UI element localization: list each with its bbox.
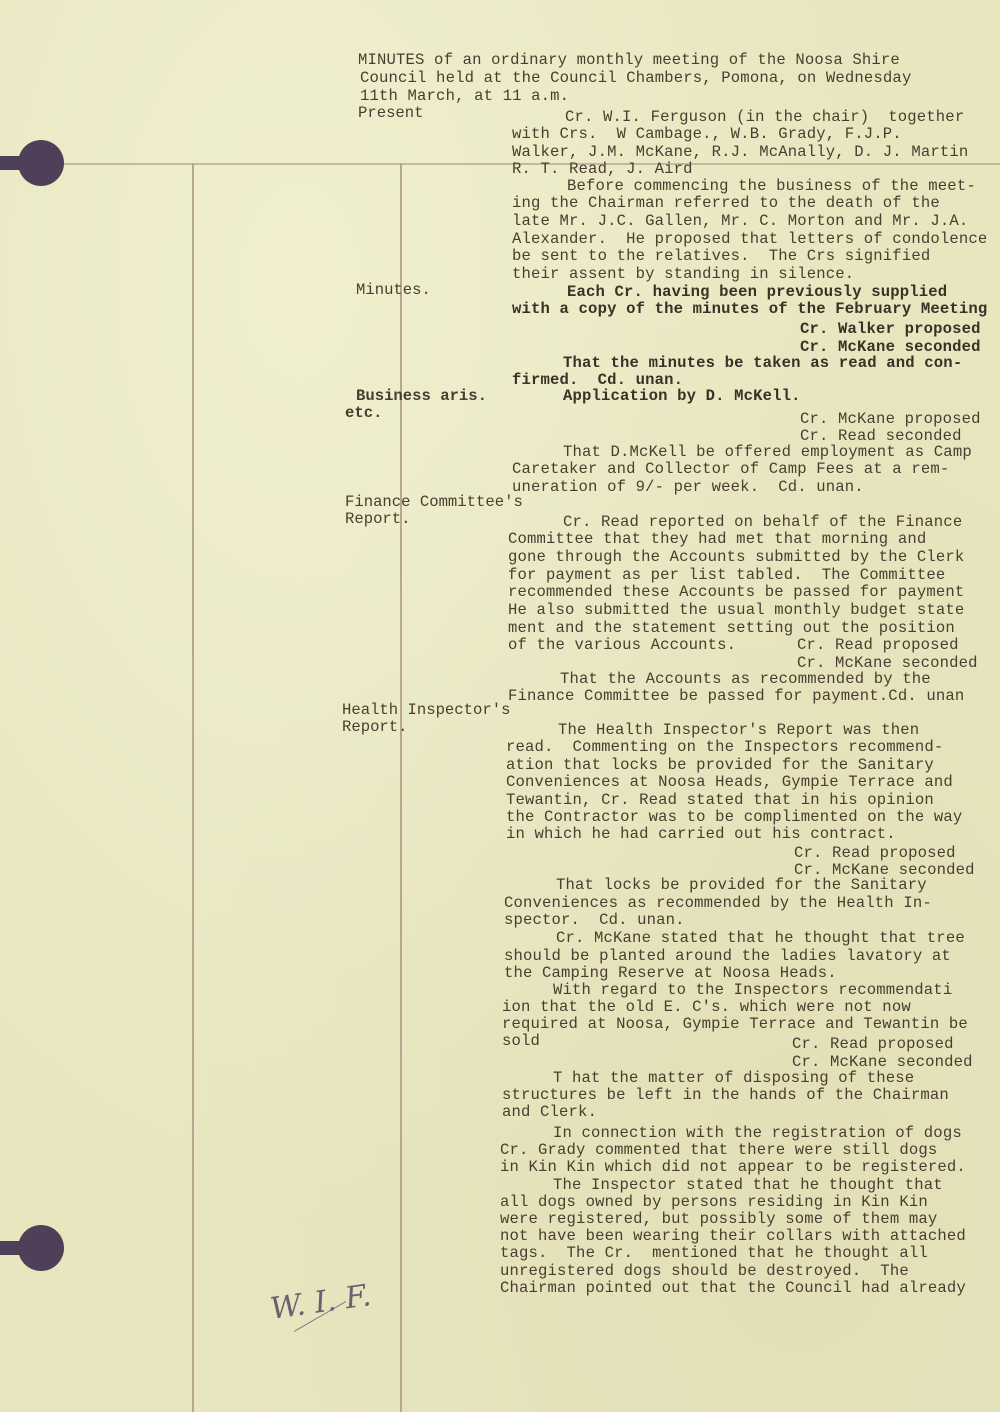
health-line: should be planted around the ladies lavatory at [504,947,951,965]
health-line: Tewantin, Cr. Read stated that in his opinion [506,791,934,809]
minutes-line: Each Cr. having been previously supplied [567,283,948,301]
finance-line: gone through the Accounts submitted by the Clerk [508,548,965,566]
margin-label-minutes: Minutes. [356,281,431,299]
health-line: The Health Inspector's Report was then [558,721,920,739]
condolence-line: Before commencing the business of the meet- [567,177,976,195]
resolution-line: uneration of 9/- per week. Cd. unan. [512,478,864,496]
finance-line: Committee that they had met that morning and [508,530,927,548]
finance-line: ment and the statement setting out the position [508,619,955,637]
business-line: Application by D. McKell. [563,387,801,405]
health-line: sold [502,1032,541,1050]
finance-line: He also submitted the usual monthly budget state [508,601,965,619]
minutes-line: with a copy of the minutes of the February Meeting [512,300,988,318]
health-line: With regard to the Inspectors recommendati [553,981,953,999]
punch-hole-bottom [18,1225,64,1271]
health-line: ation that locks be provided for the Sanitary [506,756,934,774]
health-line: in which he had carried out his contract. [506,825,896,843]
health-line: Cr. Grady commented that there were still dogs [500,1141,938,1159]
condolence-line: ing the Chairman referred to the death of the [512,194,940,212]
health-line: In connection with the registration of dogs [553,1124,962,1142]
health-line: the Camping Reserve at Noosa Heads. [504,964,837,982]
health-line: unregistered dogs should be destroyed. The [500,1262,909,1280]
resolution-line: That the minutes be taken as read and con- [563,354,963,372]
finance-line: recommended these Accounts be passed for payment [508,583,965,601]
proposer: Cr. Read proposed [792,1035,954,1053]
margin-label-finance: Finance Committee's [345,493,523,511]
health-line: Chairman pointed out that the Council had already [500,1279,966,1297]
health-line: tags. The Cr. mentioned that he thought all [500,1244,928,1262]
condolence-line: be sent to the relatives. The Crs signified [512,247,931,265]
resolution-line: firmed. Cd. unan. [512,371,684,389]
resolution-line: Finance Committee be passed for payment.Cd. unan [508,687,965,705]
margin-label-finance: Report. [345,510,411,528]
resolution-line: spector. Cd. unan. [504,911,685,929]
proposer: Cr. McKane proposed [800,410,981,428]
seconder: Cr. McKane seconded [792,1053,973,1071]
present-line: R. T. Read, J. Aird [512,160,693,178]
heading-line: 11th March, at 11 a.m. [360,87,570,105]
margin-label-business: etc. [345,404,383,422]
resolution-line: Caretaker and Collector of Camp Fees at a rem- [512,460,950,478]
health-line: read. Commenting on the Inspectors recommend- [506,738,944,756]
condolence-line: late Mr. J.C. Gallen, Mr. C. Morton and Mr. J.A. [512,212,969,230]
condolence-line: Alexander. He proposed that letters of condolence [512,230,988,248]
resolution-line: That the Accounts as recommended by the [560,670,931,688]
resolution-line: T hat the matter of disposing of these [553,1069,915,1087]
resolution-line: That D.McKell be offered employment as Camp [563,443,972,461]
seconder: Cr. McKane seconded [794,861,975,879]
resolution-line: That locks be provided for the Sanitary [556,876,927,894]
health-line: ion that the old E. C's. which were not now [502,998,911,1016]
present-line: Walker, J.M. McKane, R.J. McAnally, D. J. Martin [512,143,969,161]
margin-label-health: Health Inspector's [342,701,511,719]
resolution-line: and Clerk. [502,1103,598,1121]
finance-line: of the various Accounts. [508,636,737,654]
health-line: not have been wearing their collars with attached [500,1227,966,1245]
resolution-line: structures be left in the hands of the Chairman [502,1086,949,1104]
seconder: Cr. McKane seconded [800,338,981,356]
margin-label-present: Present [358,104,424,122]
present-line: Cr. W.I. Ferguson (in the chair) together [565,108,965,126]
health-line: Cr. McKane stated that he thought that tree [556,929,965,947]
seconder: Cr. Read seconded [800,427,962,445]
proposer: Cr. Walker proposed [800,320,981,338]
health-line: required at Noosa, Gympie Terrace and Tewantin be [502,1015,968,1033]
health-line: all dogs owned by persons residing in Kin Kin [500,1193,928,1211]
present-line: with Crs. W Cambage., W.B. Grady, F.J.P. [512,125,902,143]
finance-line: for payment as per list tabled. The Committee [508,566,946,584]
punch-hole-top [18,140,64,186]
condolence-line: their assent by standing in silence. [512,265,855,283]
proposer: Cr. Read proposed [794,844,956,862]
health-line: The Inspector stated that he thought that [553,1176,943,1194]
margin-label-health: Report. [342,718,408,736]
health-line: in Kin Kin which did not appear to be registered. [500,1158,966,1176]
finance-line: Cr. Read reported on behalf of the Finance [563,513,963,531]
health-line: the Contractor was to be complimented on the way [506,808,963,826]
resolution-line: Conveniences as recommended by the Health In- [504,894,932,912]
seconder: Cr. McKane seconded [797,654,978,672]
heading-line: Council held at the Council Chambers, Pomona, on Wednesday [360,69,912,87]
proposer: Cr. Read proposed [797,636,959,654]
left-margin-rule [192,163,194,1412]
health-line: Conveniences at Noosa Heads, Gympie Terrace and [506,773,953,791]
heading-line: MINUTES of an ordinary monthly meeting of the Noosa Shire [358,51,900,69]
health-line: were registered, but possibly some of them may [500,1210,938,1228]
handwritten-initials: W. I. F. [268,1278,374,1327]
margin-label-business: Business aris. [356,387,488,405]
text-margin-rule [400,163,402,1412]
